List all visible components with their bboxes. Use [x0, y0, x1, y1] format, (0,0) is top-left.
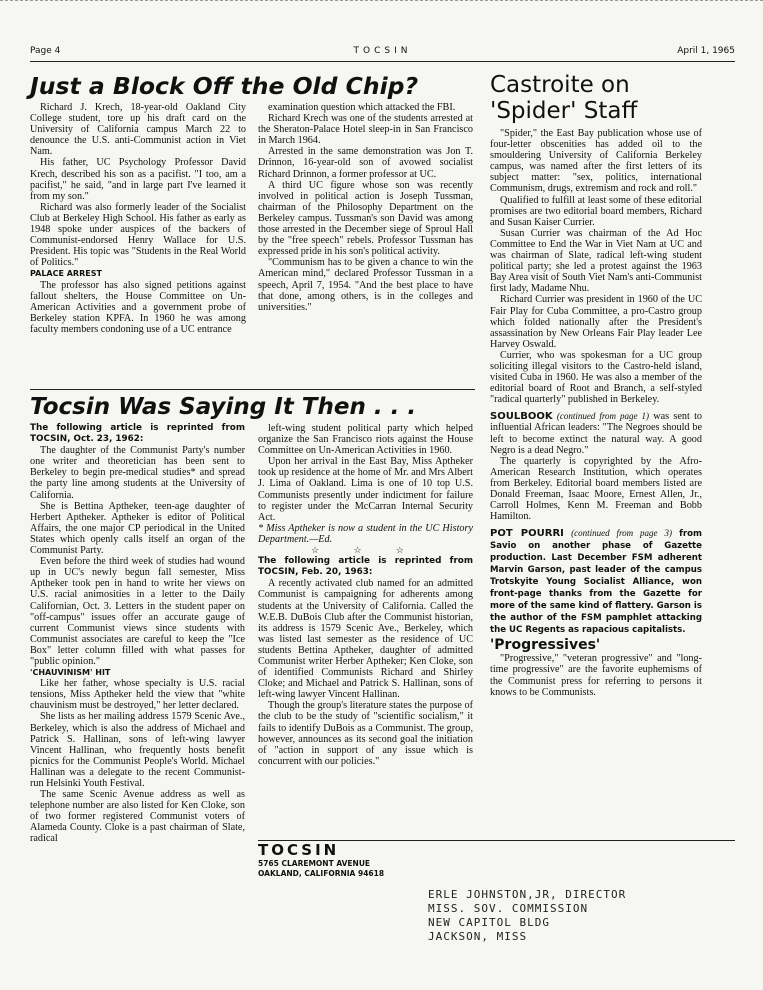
potpourri-runin: POT POURRI	[490, 528, 564, 540]
paragraph: A recently activated club named for an admitted Communist is campaigning for adherents among students at the University of California. Called the W.E.B. DuBois Club after the Communist historian, its address is 1579 Scenic Ave., Berkeley, which was listed last semester as the residence of UC students Bettina Aptheker, daughter of admitted Communist writer Herber Aptheker; Ken Cloke, son of identified Communists Richard and Shirley Cloke; and Michael and Patrick S. Hallinan, sons of left-wing lawyer Vincent Hallinan.	[258, 578, 473, 701]
saying-headline: Tocsin Was Saying It Then . . .	[30, 394, 417, 420]
section-rule	[30, 389, 475, 390]
subhead: 'CHAUVINISM' HIT	[30, 668, 111, 678]
paragraph: Upon her arrival in the East Bay, Miss Aptheker took up residence at the home of Mr. and Mrs Albert J. Lima of Oakland. Lima is one of 10 top U.S. Communists presently under indictment for failure to register under the McCarran Internal Security Act.	[258, 456, 473, 523]
saying-column-2	[258, 423, 473, 767]
paragraph: Arrested in the same demonstration was Jon T. Drinnon, 16-year-old son of avowed socialist Richard Drinnon, a former professor at UC.	[258, 146, 473, 180]
issue-date: April 1, 1965	[677, 46, 735, 56]
paragraph: left-wing student political party which helped organize the San Francisco riots against the House Committee on Un-American Activities in 1960.	[258, 423, 473, 457]
header-rule	[30, 61, 735, 62]
star-divider: ☆ ☆ ☆	[311, 545, 420, 556]
saying-column-1	[30, 423, 245, 845]
potpourri-text: from Savio on another phase of Gazette production. Last December FSM adherent Marvin Garson, past leader of the campus Trotskyite Young Socialist Alliance, won front-page thanks from the Gazette for more of the same kind of flattery. Garson is the author of the FSM pamphlet attacking the UC Regents as rapacious capitalists.	[490, 529, 702, 636]
paragraph: Richard Krech was one of the students arrested at the Sheraton-Palace Hotel sleep-in in San Francisco in March 1964.	[258, 113, 473, 147]
paragraph: Like her father, whose specialty is U.S. racial tensions, Miss Aptheker held the view that "white chauvinism must be destroyed," her letter declared.	[30, 678, 245, 712]
reprint-intro: The following article is reprinted from TOCSIN, Oct. 23, 1962:	[30, 423, 245, 445]
top-border	[0, 0, 763, 1]
progressives-headline: 'Progressives'	[490, 637, 601, 654]
publisher-city: OAKLAND, CALIFORNIA 94618	[258, 869, 385, 878]
castro-headline	[490, 72, 637, 124]
reprint-intro: The following article is reprinted from TOCSIN, Feb. 20, 1963:	[258, 556, 473, 578]
paragraph: Susan Currier was chairman of the Ad Hoc Committee to End the War in Viet Nam at UC and was chairman of Slate, radical left-wing student political party; she led a protest against the 1963 Bay Area visit of South Viet Nam's anti-Communist first lady, Madame Nhu.	[490, 227, 702, 295]
paragraph: Qualified to fulfill at least some of these editorial promises are two editorial board members, Richard and Susan Kaiser Currier.	[490, 194, 702, 228]
castro-headline-line-2: 'Spider' Staff	[490, 98, 638, 124]
label-line: NEW CAPITOL BLDG	[428, 916, 550, 929]
paragraph: Richard Currier was president in 1960 of the UC Fair Play for Cuba Committee, a pro-Castro group which folded nationally after the President's assassination by New Orleans Fair Play leader Lee Harvey Oswald.	[490, 294, 702, 350]
paragraph: "Spider," the East Bay publication whose use of four-letter obscenities has added oil to the smouldering University of California Berkeley campus, was named after the first letters of its subject matter: "sex, politics, international Communism, drugs, extremism and rock and roll."	[490, 128, 702, 195]
castro-column	[490, 128, 702, 698]
footnote: * Miss Aptheker is now a student in the UC History Department.—Ed.	[258, 522, 473, 545]
page-number: Page 4	[30, 46, 61, 56]
castro-headline-line-1: Castroite on	[490, 72, 630, 98]
paragraph: "Progressive," "veteran progressive" and "long-time progressive" are the favorite euphemisms of the Communist press for referring to persons it knows to be Communists.	[490, 653, 702, 698]
label-line: JACKSON, MISS	[428, 930, 528, 943]
label-line: ERLE JOHNSTON,JR, DIRECTOR	[428, 888, 627, 901]
label-line: MISS. SOV. COMMISSION	[428, 902, 589, 915]
paragraph: Though the group's literature states the purpose of the club to be the study of "scientific socialism," it fails to identify DuBois as a Communist. The group, however, announces as its second goal the initiation of "action in support of any issue which is concurrent with our policies."	[258, 700, 473, 767]
paragraph: Richard was also formerly leader of the Socialist Club at Berkeley High School. His father as early as 1948 spoke under auspices of the backers of Communist-endorsed Henry Wallace for U.S. President. His topic was "Students in the Real World of Politics."	[30, 201, 246, 269]
paragraph: His father, UC Psychology Professor David Krech, described his son as a pacifist. "I too, am a pacifist," he said, "and in large part I've learned it from my son."	[30, 157, 246, 202]
publisher-name: TOCSIN	[258, 841, 340, 859]
soulbook-continued: (continued from page 1)	[556, 411, 649, 422]
paragraph: Richard J. Krech, 18-year-old Oakland City College student, tore up his draft card on the University of California campus March 22 to denounce the U.S. anti-Communist action in Viet Nam.	[30, 102, 246, 158]
paragraph: "Communism has to be given a chance to win the American mind," declared Professor Tussman in a speech, April 7, 1954. "And the best place to have that done, among others, is in the colleges and universities."	[258, 257, 473, 313]
paragraph: A third UC figure whose son was recently involved in political action is Joseph Tussman, chairman of the Philosophy Department on the Berkeley campus. Tussman's son David was among those arrested in the December siege of Sproul Hall by the "free speech" rebels. Professor Tussman has expressed pride in his son's political activity.	[258, 179, 473, 258]
paragraph: She lists as her mailing address 1579 Scenic Ave., Berkeley, which is also the address of Michael and Patrick S. Hallinan, sons of left-wing lawyer Vincent Hallinan, who frequently hosts benefit picnics for the Communist People's World. Michael Hallinan was a delegate to the recent Communist-run Helsinki Youth Festival.	[30, 711, 245, 789]
soulbook-first-text: was sent to influential African leaders: "The Negroes should be left to become extinct the natural way. A good Negro is a dead Negro."	[490, 411, 702, 456]
publisher-street: 5765 CLAREMONT AVENUE	[258, 859, 371, 868]
potpourri-paragraph	[490, 528, 702, 636]
paragraph: Currier, who was spokesman for a UC group soliciting illegal visitors to the Castro-held island, visited Cuba in 1960. He was also a member of the editorial board of Root and Branch, a self-styled "radical quarterly" published in Berkeley.	[490, 349, 702, 406]
chip-column-1	[30, 102, 246, 335]
paragraph: The daughter of the Communist Party's number one writer and theoretician has been sent to Berkeley to begin pre-medical studies* and spread the party line among students at the University of California.	[30, 445, 245, 501]
chip-column-2	[258, 102, 473, 313]
soulbook-runin: SOULBOOK	[490, 411, 553, 423]
publisher-address	[258, 842, 384, 879]
chip-headline: Just a Block Off the Old Chip?	[30, 72, 419, 100]
paragraph: The professor has also signed petitions against fallout shelters, the House Committee on Un-American Activities and a government probe of Berkeley station KPFA. In 1960 he was among faculty members condoning use of a UC entrance	[30, 279, 246, 335]
potpourri-continued: (continued from page 3)	[571, 528, 672, 539]
mailing-label	[428, 888, 626, 944]
paragraph: The quarterly is copyrighted by the Afro-American Research Institution, which operates from Berkeley. Editorial board members listed are Donald Freeman, Isaac Moore, Ernest Allen, Jr., Carroll Holmes, Kenn M. Freeman and Bobb Hamilton.	[490, 455, 702, 523]
subhead: PALACE ARREST	[30, 269, 102, 279]
paragraph: Even before the third week of studies had wound up in UC's newly begun fall semester, Miss Aptheker took pen in hand to write her views on U.S. racial animosities in a letter to the Daily Californian, Oct. 3. Letters in the student paper on "off-campus" issues offer an accurate gauge of current Communist views since students with Communist associates are careful to keep the "Ice Box" letter column filled with what passes for "public opinion."	[30, 556, 245, 667]
paragraph: examination question which attacked the FBI.	[268, 102, 456, 113]
masthead: TOCSIN	[353, 46, 412, 56]
paragraph: The same Scenic Avenue address as well as telephone number are also listed for Ken Cloke, son of two former registered Communist voters of Alameda County. Cloke is a past chairman of Slate, radical	[30, 789, 245, 845]
page-header	[30, 46, 735, 58]
paragraph: She is Bettina Aptheker, teen-age daughter of Herbert Aptheker. Aptheker is editor of Political Affairs, the one major CP periodical in the United States which openly calls itself an organ of the Communist Party.	[30, 500, 245, 557]
soulbook-paragraph	[490, 411, 702, 455]
